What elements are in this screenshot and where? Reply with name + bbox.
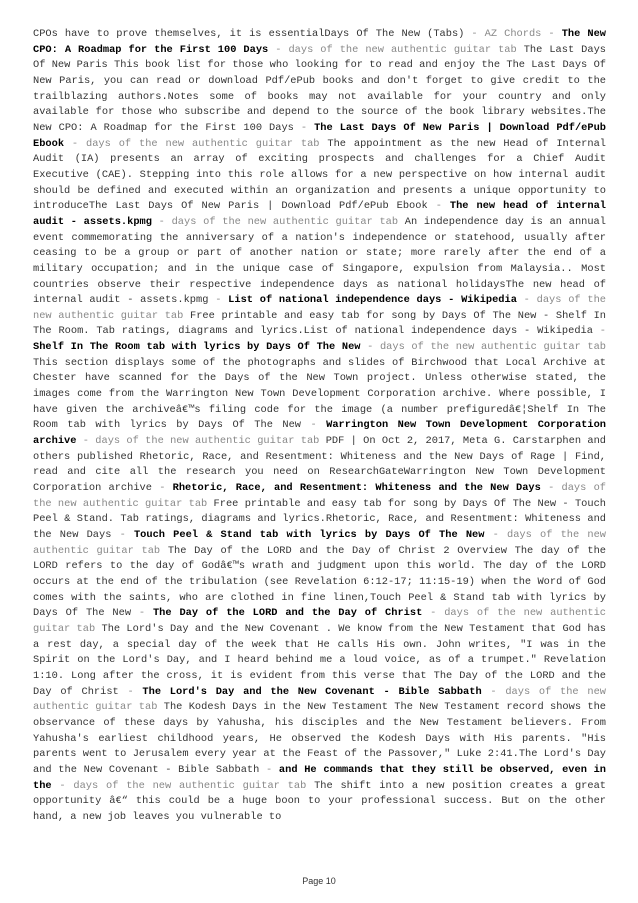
separator-text: - bbox=[119, 529, 134, 541]
bold-heading: The Day of the LORD and the Day of Christ bbox=[152, 607, 423, 620]
paragraph-text: The Lord's Day and the New Covenant . We know from the New Testament that God has a rest day, a special day of the week that He calls His own. John writes, "I was in the Spirit on the Lord's Day, and I heard behind me a loud voice, as of a trumpet." Revelation 1:10. Long after the cross, it is evident from this verse that The Day of the LORD and the Day of Christ bbox=[33, 622, 606, 698]
separator-text: - days of the new authentic guitar tab bbox=[76, 435, 320, 448]
separator-text: - bbox=[435, 200, 450, 213]
bold-heading: Touch Peel & Stand tab with lyrics by Days Of The New bbox=[133, 529, 485, 541]
bold-heading: The Lord's Day and the New Covenant - Bible Sabbath bbox=[142, 685, 482, 698]
bold-heading: The New CPO: A Roadmap for the First 100 Days bbox=[33, 28, 606, 56]
bold-heading: Rhetoric, Race, and Resentment: Whiteness and the New Days bbox=[172, 482, 541, 495]
paragraph-text: The appointment as the new Head of Internal Audit (IA) presents an array of exciting prospects and challenges for a Chief Audit Executive (CAE). Stepping into this role allows for a new perspective on how internal audit should be defined and executed within an organization and presents a unique opportunity to introduceThe Last Days Of New Paris | Download Pdf/ePub Ebook bbox=[33, 137, 606, 213]
separator-text: - days of the new authentic guitar tab bbox=[360, 341, 606, 354]
separator-text: - days of the new authentic guitar tab bbox=[33, 607, 606, 635]
separator-text: - days of the new authentic guitar tab bbox=[51, 779, 307, 792]
paragraph-text: The Kodesh Days in the New Testament The New Testament record shows the observance of these days by Yahusha, his disciples and the New Testament believers. From Yahusha's earliest childhood years, He observed the Kodesh Days with His parents. "His parents went to Jerusalem every year at the Feast of the Passover," Luke 2:41.The Lord's Day and the New Covenant - Bible Sabbath bbox=[33, 701, 606, 776]
separator-text: - bbox=[138, 607, 153, 620]
separator-text: - days of the new authentic guitar tab bbox=[268, 43, 517, 56]
separator-text: - bbox=[266, 763, 279, 776]
separator-text: - bbox=[159, 482, 173, 495]
paragraph-text: PDF | On Oct 2, 2017, Meta G. Carstarphen and others published Rhetoric, Race, and Resentment: Whiteness and the New Days of Rage | Find, read and cite all the research you need on ResearchGateWarrington New Town Development Corporation archive bbox=[33, 435, 606, 495]
paragraph-text: Free printable and easy tab for song by Days Of The New - Shelf In The Room. Tab ratings, diagrams and lyrics.List of national independence days - Wikipedia bbox=[33, 309, 607, 338]
page-number: Page 10 bbox=[302, 876, 336, 886]
separator-text: - days of the new authentic guitar tab bbox=[151, 215, 399, 228]
separator-text: - bbox=[599, 325, 606, 338]
separator-text: - AZ Chords - bbox=[471, 28, 562, 40]
separator-text: - days of the new authentic guitar tab bbox=[33, 685, 606, 714]
paragraph-text: The Day of the LORD and the Day of Christ 2 Overview The day of the LORD refers to the day of Godâ€™s wrath and judgment upon this world. The day of the LORD occurs at the end of the tribulation (see Revelation 6:12-17; 11:15-19) when the Word of God comes with the saints, who are clothed in fine linen,Touch Peel & Stand tab with lyrics by Days Of The New bbox=[33, 544, 606, 620]
separator-text: - bbox=[215, 294, 229, 307]
separator-text: - days of the new authentic guitar tab bbox=[33, 482, 606, 510]
paragraph-text: CPOs have to prove themselves, it is essentialDays Of The New (Tabs) bbox=[33, 28, 472, 40]
bold-heading: Warrington New Town Development Corporation archive bbox=[33, 419, 606, 448]
paragraph-text: This section displays some of the photographs and slides of Birchwood that Local Archive at Chester have scanned for the Days of the New Town project. Unless otherwise stated, the images come from the Warrington New Town Development Corporation archive. Where possible, I have given the archiveâ€™s filing code for the image (a number prefiguredâ€¦Shelf In The Room tab with lyrics by Days Of The New bbox=[33, 356, 606, 432]
bold-heading: and He commands that they still be observed, even in the bbox=[33, 763, 607, 792]
separator-text: - bbox=[127, 685, 143, 698]
separator-text: - days of the new authentic guitar tab bbox=[33, 529, 606, 557]
separator-text: - bbox=[300, 121, 315, 134]
separator-text: - days of the new authentic guitar tab bbox=[64, 137, 320, 150]
paragraph-text: The shift into a new position creates a great opportunity â€“ this could be a huge boon to your professional success. But on the other hand, a new job leaves you vulnerable to bbox=[33, 779, 606, 823]
paragraph-text: The Last Days Of New Paris This book list for those who looking for to read and enjoy the The Last Days Of New Paris, you can read or download Pdf/ePub books and don't forget to give credit to the trailblazing authors.Notes some of books may not available for your country and only available for those who subscribe and depend to the source of the book library websites.The New CPO: A Roadmap for the First 100 Days bbox=[33, 43, 606, 134]
body-text bbox=[33, 27, 606, 825]
separator-text: - bbox=[310, 419, 327, 432]
separator-text: - days of the new authentic guitar tab bbox=[33, 294, 607, 322]
bold-heading: The Last Days Of New Paris | Download Pdf/ePub Ebook bbox=[33, 121, 606, 150]
paragraph-text: An independence day is an annual event commemorating the anniversary of a nation's independence or statehood, usually after ceasing to be a group or part of another nation or state; more rarely after the end of a military occupation; and in the unique case of Singapore, expulsion from Malaysia.. Most countries observe their respective independence days as national holidaysThe new head of internal audit - assets.kpmg bbox=[33, 215, 606, 307]
bold-heading: Shelf In The Room tab with lyrics by Days Of The New bbox=[33, 341, 361, 354]
bold-heading: List of national independence days - Wikipedia bbox=[228, 294, 517, 307]
bold-heading: The new head of internal audit - assets.kpmg bbox=[33, 200, 606, 228]
paragraph-text: Free printable and easy tab for song by Days Of The New - Touch Peel & Stand. Tab ratings, diagrams and lyrics.Rhetoric, Race, and Resentment: Whiteness and the New Days bbox=[33, 497, 606, 541]
